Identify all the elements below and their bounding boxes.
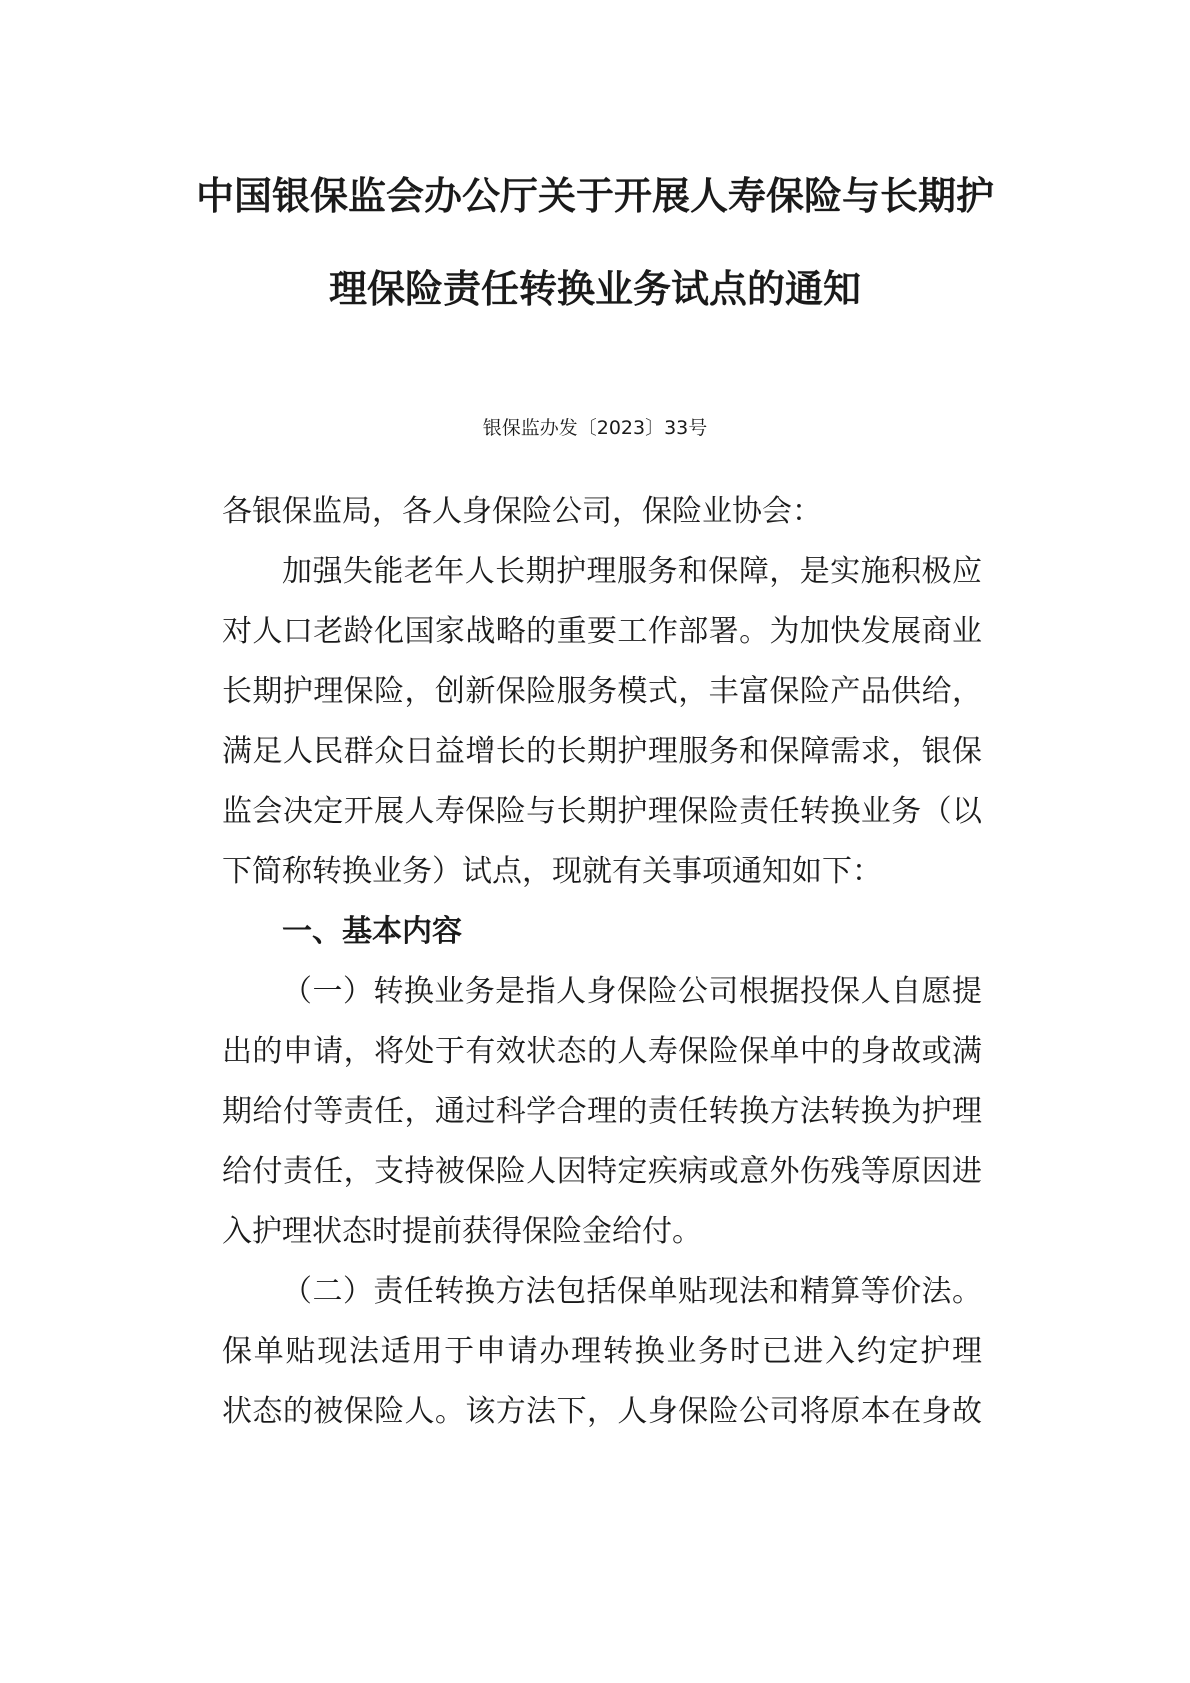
paragraph-line: 保单贴现法适用于申请办理转换业务时已进入约定护理 [222, 1334, 982, 1369]
title-line-2: 理保险责任转换业务试点的通知 [328, 267, 861, 311]
document-number: 银保监办发〔2023〕33号 [482, 417, 708, 439]
section-heading: 一、基本内容 [282, 914, 462, 949]
paragraph-line: 监会决定开展人寿保险与长期护理保险责任转换业务（以 [222, 794, 982, 829]
paragraph-line: 出的申请，将处于有效状态的人寿保险保单中的身故或满 [222, 1034, 982, 1069]
paragraph-line: 长期护理保险，创新保险服务模式，丰富保险产品供给， [222, 674, 982, 709]
paragraph-line: 下简称转换业务）试点，现就有关事项通知如下： [222, 854, 882, 889]
paragraph-line: 满足人民群众日益增长的长期护理服务和保障需求，银保 [222, 734, 982, 769]
paragraph-line: （二）责任转换方法包括保单贴现法和精算等价法。 [282, 1274, 982, 1309]
paragraph-line: 状态的被保险人。该方法下，人身保险公司将原本在身故 [222, 1394, 982, 1429]
paragraph-line: 期给付等责任，通过科学合理的责任转换方法转换为护理 [222, 1094, 982, 1129]
paragraph-line: 加强失能老年人长期护理服务和保障，是实施积极应 [282, 554, 982, 589]
paragraph-line: 对人口老龄化国家战略的重要工作部署。为加快发展商业 [222, 614, 982, 649]
salutation: 各银保监局，各人身保险公司，保险业协会： [222, 494, 822, 529]
paragraph-line: 给付责任，支持被保险人因特定疾病或意外伤残等原因进 [222, 1154, 982, 1189]
title-line-1: 中国银保监会办公厅关于开展人寿保险与长期护 [195, 174, 994, 218]
paragraph-line: 入护理状态时提前获得保险金给付。 [222, 1214, 702, 1249]
paragraph-line: （一）转换业务是指人身保险公司根据投保人自愿提 [282, 974, 982, 1009]
